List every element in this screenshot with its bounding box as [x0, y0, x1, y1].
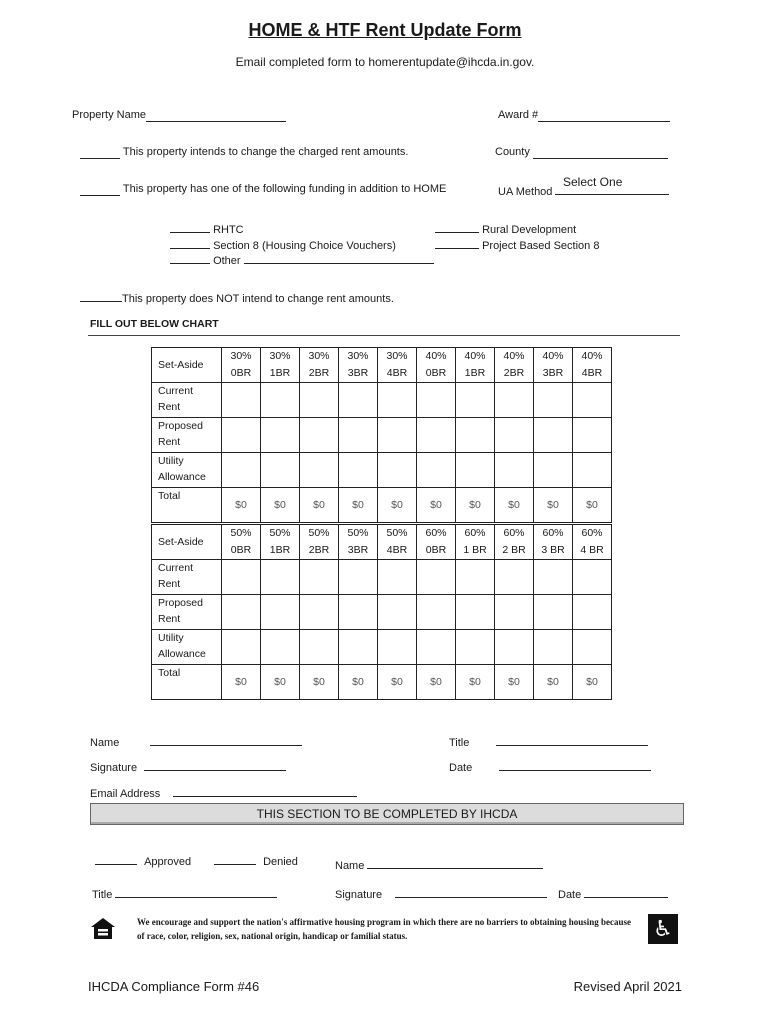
signature-label: Signature	[90, 762, 138, 774]
total-label: Total	[152, 488, 222, 523]
total-value: $0	[417, 488, 456, 523]
denied-row	[214, 853, 298, 868]
funding-row	[80, 183, 446, 196]
total-value: $0	[495, 665, 534, 700]
total-value: $0	[456, 488, 495, 523]
column-header	[573, 348, 612, 383]
column-header	[534, 348, 573, 383]
rent-input-cell[interactable]	[534, 453, 573, 488]
column-bedrooms: 2 BR	[502, 544, 526, 556]
row-label-line2: Rent	[158, 613, 181, 625]
table-header-row	[152, 348, 612, 383]
rent-input-cell[interactable]	[417, 453, 456, 488]
rent-input-cell[interactable]	[495, 595, 534, 630]
column-header	[339, 525, 378, 560]
rent-input-cell[interactable]	[222, 383, 261, 418]
ihcda-date-input[interactable]	[584, 886, 668, 898]
section8-check[interactable]	[170, 237, 210, 249]
award-input[interactable]	[538, 109, 670, 122]
column-header	[222, 525, 261, 560]
rent-input-cell[interactable]	[378, 453, 417, 488]
rent-input-cell[interactable]	[261, 630, 300, 665]
rent-input-cell[interactable]	[261, 595, 300, 630]
equal-housing-icon	[90, 917, 116, 941]
column-bedrooms: 1 BR	[463, 544, 487, 556]
row-label-line2: Rent	[158, 578, 181, 590]
rent-input-cell[interactable]	[456, 418, 495, 453]
rent-input-cell[interactable]	[456, 383, 495, 418]
chart-heading: FILL OUT BELOW CHART	[90, 318, 219, 330]
ihcda-section-bar: THIS SECTION TO BE COMPLETED BY IHCDA	[90, 803, 684, 825]
other-check[interactable]	[170, 252, 210, 264]
name-input[interactable]	[150, 734, 302, 746]
column-header	[261, 348, 300, 383]
row-label-line2: Rent	[158, 436, 181, 448]
rural-label: Rural Development	[482, 224, 577, 236]
rent-input-cell[interactable]	[339, 560, 378, 595]
total-label: Total	[152, 665, 222, 700]
column-bedrooms: 0BR	[230, 367, 252, 379]
accessibility-icon: ♿	[648, 914, 678, 944]
row-label	[152, 383, 222, 418]
no-change-row	[80, 290, 394, 305]
email-input[interactable]	[173, 785, 357, 797]
row-label-line1: Utility	[158, 632, 184, 644]
other-row	[170, 252, 434, 267]
rent-input-cell[interactable]	[339, 453, 378, 488]
rhtc-row	[170, 221, 244, 236]
rent-input-cell[interactable]	[573, 560, 612, 595]
total-value: $0	[300, 665, 339, 700]
title-input[interactable]	[496, 734, 648, 746]
column-percent: 40%	[542, 350, 564, 362]
column-percent: 30%	[347, 350, 369, 362]
rent-input-cell[interactable]	[495, 560, 534, 595]
rent-input-cell[interactable]	[534, 383, 573, 418]
column-bedrooms: 3 BR	[541, 544, 565, 556]
rent-input-cell[interactable]	[495, 383, 534, 418]
footer-form-number: IHCDA Compliance Form #46	[88, 979, 260, 994]
rhtc-check[interactable]	[170, 221, 210, 233]
total-value: $0	[222, 488, 261, 523]
column-header	[300, 525, 339, 560]
rent-input-cell[interactable]	[222, 595, 261, 630]
column-bedrooms: 3BR	[542, 367, 564, 379]
ua-method-label: UA Method	[498, 186, 553, 198]
total-value: $0	[261, 488, 300, 523]
rent-input-cell[interactable]	[300, 595, 339, 630]
table-row	[152, 383, 612, 418]
row-label-line1: Proposed	[158, 597, 203, 609]
column-percent: 50%	[230, 527, 252, 539]
column-percent: 60%	[581, 527, 603, 539]
funding-label: This property has one of the following funding in addition to HOME	[122, 183, 447, 195]
rural-row	[435, 221, 576, 236]
ihcda-signature-row	[335, 886, 547, 901]
rent-input-cell[interactable]	[222, 453, 261, 488]
rent-input-cell[interactable]	[456, 560, 495, 595]
change-rent-check[interactable]	[80, 146, 120, 159]
column-percent: 40%	[425, 350, 447, 362]
column-header	[378, 525, 417, 560]
name-row	[90, 734, 302, 749]
rent-input-cell[interactable]	[378, 418, 417, 453]
column-percent: 30%	[230, 350, 252, 362]
table-header-row	[152, 525, 612, 560]
column-percent: 40%	[503, 350, 525, 362]
rent-input-cell[interactable]	[300, 418, 339, 453]
date-input[interactable]	[499, 759, 651, 771]
row-label-line1: Current	[158, 562, 194, 574]
total-value: $0	[573, 488, 612, 523]
column-header	[222, 348, 261, 383]
rent-input-cell[interactable]	[573, 595, 612, 630]
column-bedrooms: 1BR	[269, 367, 291, 379]
rent-input-cell[interactable]	[573, 418, 612, 453]
column-header	[456, 525, 495, 560]
row-label	[152, 418, 222, 453]
property-name-label: Property Name	[72, 109, 146, 121]
change-rent-label: This property intends to change the charged rent amounts.	[122, 146, 409, 158]
column-percent: 50%	[308, 527, 330, 539]
total-value: $0	[573, 665, 612, 700]
table-row	[152, 560, 612, 595]
column-percent: 60%	[464, 527, 486, 539]
column-header	[495, 525, 534, 560]
approved-label: Approved	[144, 856, 192, 868]
rent-input-cell[interactable]	[495, 418, 534, 453]
column-percent: 50%	[347, 527, 369, 539]
ihcda-title-label: Title	[92, 889, 113, 901]
total-row	[152, 488, 612, 523]
total-value: $0	[378, 488, 417, 523]
column-header	[417, 348, 456, 383]
row-label-line1: Current	[158, 385, 194, 397]
rent-input-cell[interactable]	[300, 630, 339, 665]
rent-input-cell[interactable]	[534, 418, 573, 453]
row-label	[152, 630, 222, 665]
rent-input-cell[interactable]	[456, 595, 495, 630]
rent-input-cell[interactable]	[534, 630, 573, 665]
rent-input-cell[interactable]	[339, 595, 378, 630]
section8-row	[170, 237, 396, 252]
funding-check[interactable]	[80, 183, 120, 196]
rent-input-cell[interactable]	[417, 630, 456, 665]
column-percent: 30%	[386, 350, 408, 362]
row-label-line2: Allowance	[158, 471, 206, 483]
name-label: Name	[90, 737, 120, 749]
row-label	[152, 595, 222, 630]
column-percent: 30%	[269, 350, 291, 362]
rent-input-cell[interactable]	[378, 383, 417, 418]
column-percent: 50%	[386, 527, 408, 539]
column-bedrooms: 1BR	[269, 544, 291, 556]
column-header	[495, 348, 534, 383]
other-label: Other	[213, 255, 241, 267]
rent-input-cell[interactable]	[378, 595, 417, 630]
denied-check[interactable]	[214, 853, 256, 865]
total-value: $0	[222, 665, 261, 700]
rent-input-cell[interactable]	[534, 560, 573, 595]
rent-input-cell[interactable]	[300, 383, 339, 418]
column-bedrooms: 3BR	[347, 544, 369, 556]
rent-input-cell[interactable]	[339, 383, 378, 418]
total-value: $0	[261, 665, 300, 700]
column-bedrooms: 0BR	[425, 367, 447, 379]
no-change-check[interactable]	[80, 290, 122, 302]
email-row	[90, 785, 357, 800]
pbs8-check[interactable]	[435, 237, 479, 249]
column-percent: 30%	[308, 350, 330, 362]
rent-input-cell[interactable]	[456, 630, 495, 665]
rent-input-cell[interactable]	[495, 453, 534, 488]
ihcda-name-input[interactable]	[367, 857, 543, 869]
ihcda-title-row	[92, 886, 277, 901]
column-percent: 60%	[503, 527, 525, 539]
date-row	[449, 759, 651, 774]
county-input[interactable]	[533, 146, 668, 159]
property-name-row	[72, 109, 286, 122]
denied-label: Denied	[263, 856, 298, 868]
no-change-label: This property does NOT intend to change rent amounts.	[122, 293, 394, 305]
row-label-line2: Allowance	[158, 648, 206, 660]
table-row	[152, 453, 612, 488]
column-bedrooms: 0BR	[230, 544, 252, 556]
column-header	[300, 348, 339, 383]
rent-input-cell[interactable]	[378, 630, 417, 665]
pbs8-row	[435, 237, 599, 252]
column-bedrooms: 4BR	[386, 367, 408, 379]
column-percent: 40%	[581, 350, 603, 362]
rent-input-cell[interactable]	[378, 560, 417, 595]
rent-input-cell[interactable]	[261, 560, 300, 595]
rent-input-cell[interactable]	[261, 383, 300, 418]
change-rent-row	[80, 146, 408, 159]
column-bedrooms: 0BR	[425, 544, 447, 556]
column-header	[456, 348, 495, 383]
column-bedrooms: 2BR	[503, 367, 525, 379]
column-percent: 60%	[425, 527, 447, 539]
rent-input-cell[interactable]	[222, 560, 261, 595]
ihcda-name-row	[335, 857, 543, 872]
column-header	[417, 525, 456, 560]
rent-input-cell[interactable]	[456, 453, 495, 488]
column-bedrooms: 4BR	[386, 544, 408, 556]
ihcda-title-input[interactable]	[115, 886, 277, 898]
table-row	[152, 595, 612, 630]
column-bedrooms: 3BR	[347, 367, 369, 379]
approved-check[interactable]	[95, 853, 137, 865]
row-label	[152, 560, 222, 595]
ihcda-signature-label: Signature	[335, 889, 383, 901]
table-row	[152, 418, 612, 453]
column-bedrooms: 2BR	[308, 367, 330, 379]
rent-input-cell[interactable]	[417, 418, 456, 453]
footer-revised: Revised April 2021	[573, 979, 682, 994]
setaside-label: Set-Aside	[152, 525, 222, 560]
total-value: $0	[456, 665, 495, 700]
total-row	[152, 665, 612, 700]
signature-input[interactable]	[144, 759, 286, 771]
rent-input-cell[interactable]	[261, 453, 300, 488]
total-value: $0	[417, 665, 456, 700]
ihcda-date-label: Date	[558, 889, 582, 901]
county-row	[495, 146, 668, 159]
row-label-line1: Proposed	[158, 420, 203, 432]
column-percent: 50%	[269, 527, 291, 539]
column-header	[534, 525, 573, 560]
column-percent: 60%	[542, 527, 564, 539]
rural-check[interactable]	[435, 221, 479, 233]
signature-row	[90, 759, 286, 774]
total-value: $0	[495, 488, 534, 523]
rent-input-cell[interactable]	[573, 383, 612, 418]
rent-input-cell[interactable]	[339, 418, 378, 453]
table-row	[152, 630, 612, 665]
row-label-line1: Utility	[158, 455, 184, 467]
rent-input-cell[interactable]	[417, 383, 456, 418]
total-value: $0	[339, 488, 378, 523]
disclaimer-text: We encourage and support the nation's affirmative housing program in which there are no barriers to obtaining housing because of race, color, religion, sex, national origin, handicap or familial status.	[137, 917, 632, 941]
column-header	[339, 348, 378, 383]
ua-method-value[interactable]: Select One	[563, 175, 623, 189]
ihcda-date-row	[558, 886, 668, 901]
email-label: Email Address	[90, 788, 161, 800]
rent-input-cell[interactable]	[573, 453, 612, 488]
ihcda-signature-input[interactable]	[395, 886, 547, 898]
rent-input-cell[interactable]	[339, 630, 378, 665]
award-label: Award #	[498, 109, 539, 121]
rhtc-label: RHTC	[213, 224, 244, 236]
column-bedrooms: 4BR	[581, 367, 603, 379]
row-label-line2: Rent	[158, 401, 181, 413]
form-subtitle: Email completed form to homerentupdate@ihcda.in.gov.	[235, 55, 535, 69]
property-name-input[interactable]	[146, 109, 286, 122]
total-value: $0	[534, 665, 573, 700]
rent-input-cell[interactable]	[534, 595, 573, 630]
rent-input-cell[interactable]	[261, 418, 300, 453]
ihcda-name-label: Name	[335, 860, 365, 872]
column-percent: 40%	[464, 350, 486, 362]
other-input[interactable]	[244, 252, 434, 264]
pbs8-label: Project Based Section 8	[482, 240, 600, 252]
column-bedrooms: 2BR	[308, 544, 330, 556]
column-header	[573, 525, 612, 560]
total-value: $0	[378, 665, 417, 700]
rent-input-cell[interactable]	[417, 595, 456, 630]
rent-input-cell[interactable]	[495, 630, 534, 665]
rent-input-cell[interactable]	[573, 630, 612, 665]
approved-row	[95, 853, 191, 868]
rent-table-50-60	[151, 524, 612, 700]
column-bedrooms: 1BR	[464, 367, 486, 379]
chart-divider	[88, 335, 680, 336]
rent-input-cell[interactable]	[300, 560, 339, 595]
total-value: $0	[534, 488, 573, 523]
county-label: County	[495, 146, 530, 158]
section8-label: Section 8 (Housing Choice Vouchers)	[213, 240, 396, 252]
title-row	[449, 734, 648, 749]
column-bedrooms: 4 BR	[580, 544, 604, 556]
award-row	[498, 109, 670, 122]
title-label: Title	[449, 737, 470, 749]
total-value: $0	[300, 488, 339, 523]
total-value: $0	[339, 665, 378, 700]
column-header	[261, 525, 300, 560]
date-label: Date	[449, 762, 473, 774]
setaside-label: Set-Aside	[152, 348, 222, 383]
rent-input-cell[interactable]	[222, 630, 261, 665]
rent-table-30-40	[151, 347, 612, 523]
rent-input-cell[interactable]	[300, 453, 339, 488]
rent-input-cell[interactable]	[222, 418, 261, 453]
rent-input-cell[interactable]	[417, 560, 456, 595]
form-title: HOME & HTF Rent Update Form	[248, 20, 522, 40]
row-label	[152, 453, 222, 488]
column-header	[378, 348, 417, 383]
